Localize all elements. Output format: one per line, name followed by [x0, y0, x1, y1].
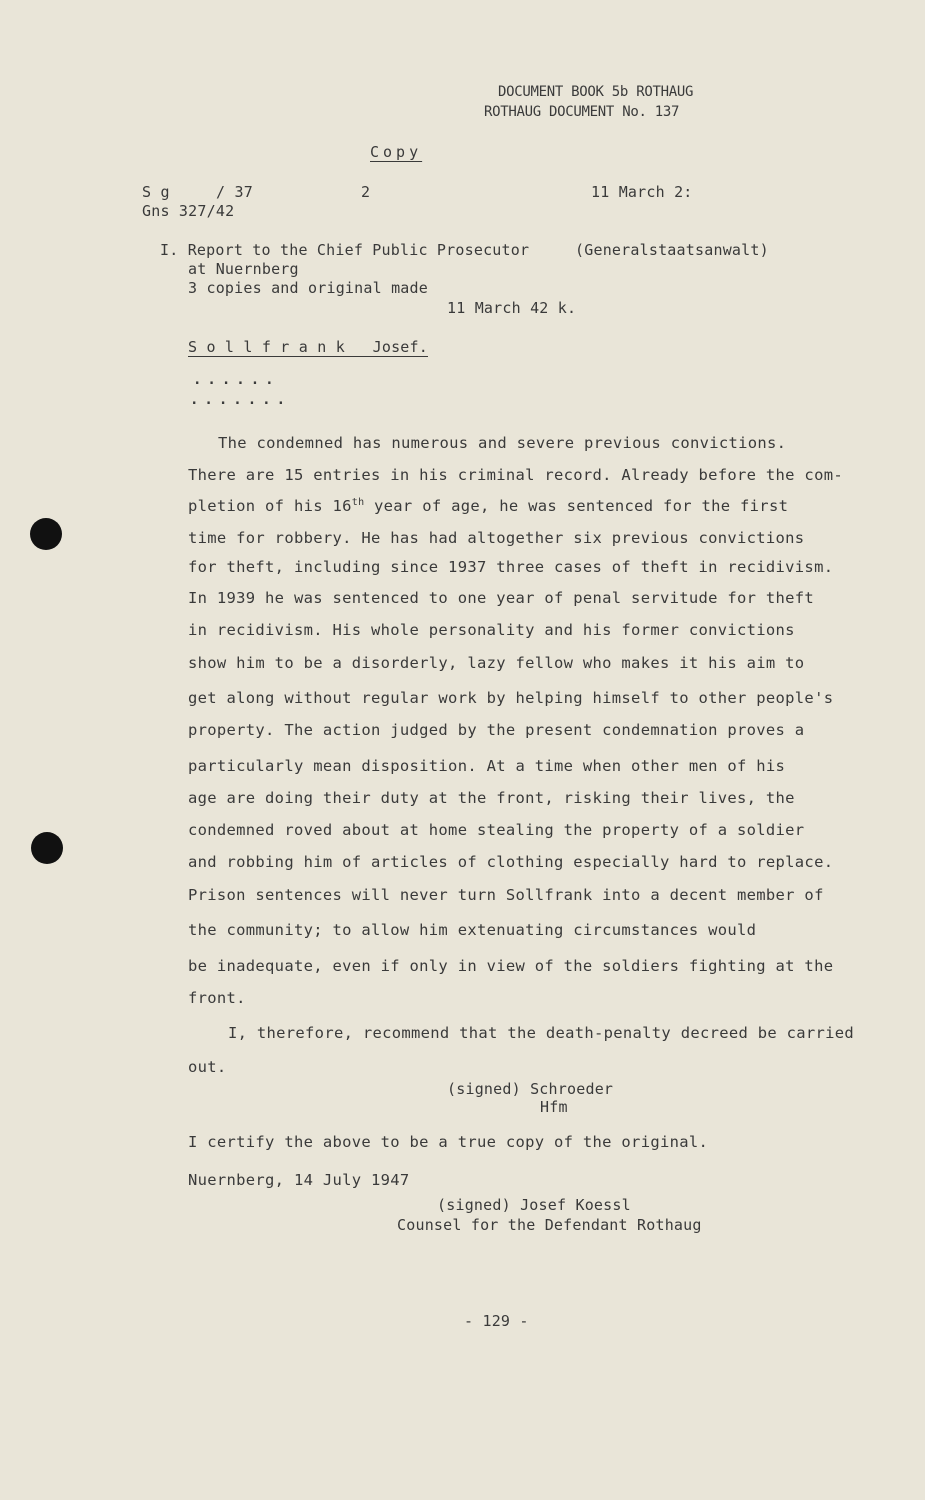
body-line-5: for theft, including since 1937 three cases of theft in recidivism.	[188, 558, 834, 576]
body-line-13: condemned roved about at home stealing the property of a soldier	[188, 821, 805, 839]
ellipsis-row-2: .......	[190, 392, 292, 408]
report-line-3: 3 copies and original made	[188, 279, 428, 297]
report-line-1: I. Report to the Chief Public Prosecutor	[160, 241, 530, 259]
ref-gns: Gns 327/42	[142, 202, 235, 220]
body-line-19: I, therefore, recommend that the death-penalty decreed be carried	[228, 1024, 855, 1042]
report-line-2: at Nuernberg	[188, 260, 299, 278]
body-line-3	[188, 497, 788, 515]
body-line-10: property. The action judged by the present condemnation proves a	[188, 721, 805, 739]
body-line-20: out.	[188, 1058, 227, 1076]
body-line-12: age are doing their duty at the front, risking their lives, the	[188, 789, 795, 807]
report-line-1-german: (Generalstaatsanwalt)	[575, 241, 769, 259]
body-line-17: be inadequate, even if only in view of the soldiers fighting at the	[188, 957, 834, 975]
body-line-7: in recidivism. His whole personality and his former convictions	[188, 621, 795, 639]
report-line-4: 11 March 42 k.	[447, 299, 577, 317]
body-line-15: Prison sentences will never turn Sollfrank into a decent member of	[188, 886, 824, 904]
body-line-1: The condemned has numerous and severe previous convictions.	[218, 434, 787, 452]
signature-schroeder-title: Hfm	[540, 1098, 568, 1116]
body-line-16: the community; to allow him extenuating circumstances would	[188, 921, 757, 939]
signature-schroeder: (signed) Schroeder	[447, 1080, 614, 1098]
body-line-9: get along without regular work by helping himself to other people's	[188, 689, 834, 707]
body-line-2: There are 15 entries in his criminal record. Already before the com-	[188, 466, 843, 484]
superscript-th: th	[351, 497, 365, 508]
condemned-name: S o l l f r a n k Josef.	[188, 338, 428, 356]
certification: I certify the above to be a true copy of the original.	[188, 1133, 709, 1151]
body-line-6: In 1939 he was sentenced to one year of penal servitude for theft	[188, 589, 815, 607]
signature-koessl-title: Counsel for the Defendant Rothaug	[397, 1216, 702, 1234]
ref-sg-number: / 37	[216, 183, 253, 201]
place-and-date: Nuernberg, 14 July 1947	[188, 1171, 410, 1189]
ref-date: 11 March 2:	[591, 183, 693, 201]
header-line-1: DOCUMENT BOOK 5b ROTHAUG	[498, 84, 694, 100]
ellipsis-row-1: ......	[193, 372, 280, 388]
header-line-2: ROTHAUG DOCUMENT No. 137	[484, 104, 680, 120]
punch-hole-bottom	[31, 832, 63, 864]
body-line-14: and robbing him of articles of clothing especially hard to replace.	[188, 853, 834, 871]
page-number: - 129 -	[464, 1312, 529, 1330]
body-line-18: front.	[188, 989, 246, 1007]
punch-hole-top	[30, 518, 62, 550]
body-line-8: show him to be a disorderly, lazy fellow who makes it his aim to	[188, 654, 805, 672]
ref-sg: S g	[142, 183, 170, 201]
copy-label: Copy	[370, 143, 423, 161]
signature-koessl: (signed) Josef Koessl	[437, 1196, 631, 1214]
body-line-11: particularly mean disposition. At a time when other men of his	[188, 757, 786, 775]
body-line-3-start: pletion of his 16	[188, 497, 352, 516]
ref-middle-number: 2	[361, 183, 371, 201]
body-line-3-end: year of age, he was sentenced for the first	[364, 497, 789, 516]
body-line-4: time for robbery. He has had altogether six previous convictions	[188, 529, 805, 547]
